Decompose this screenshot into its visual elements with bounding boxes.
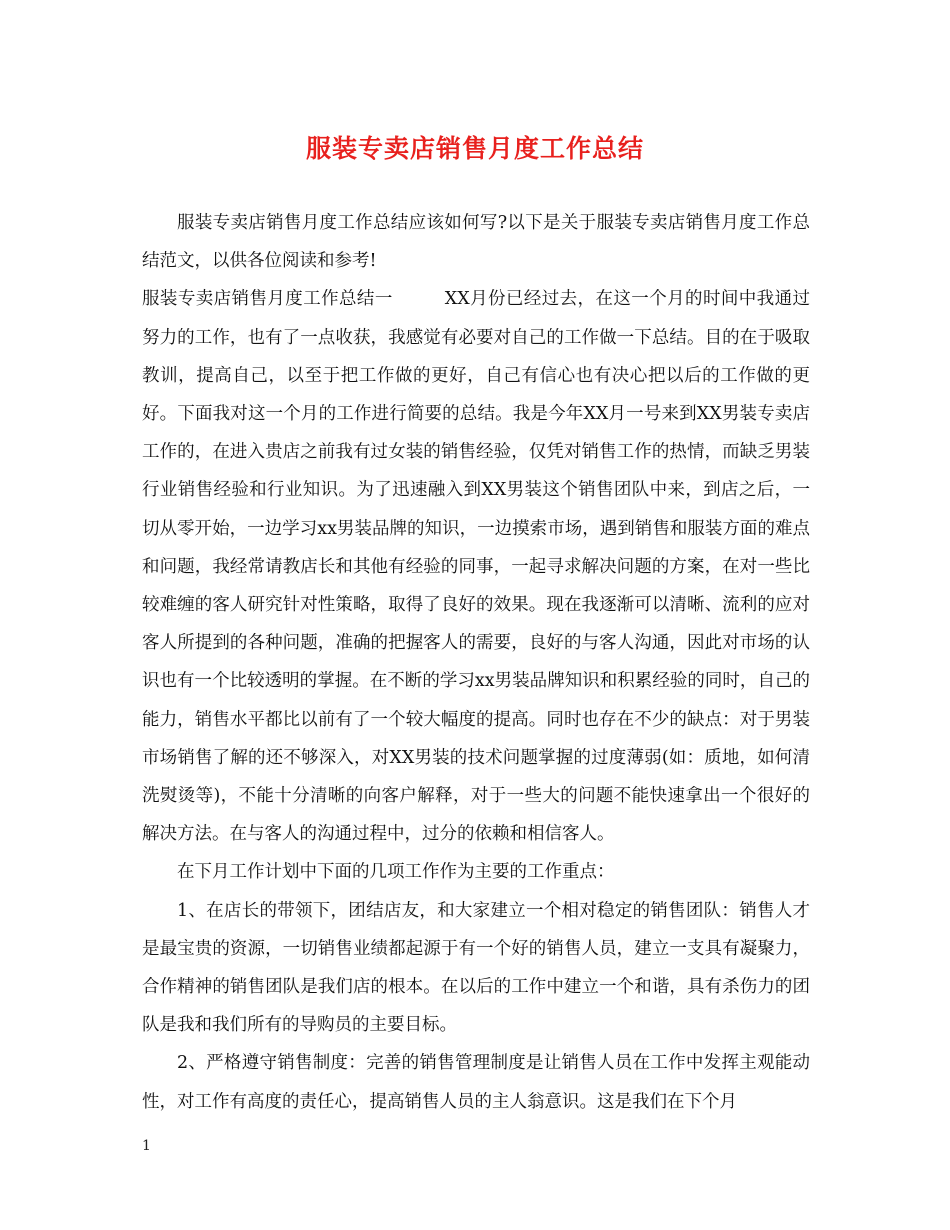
document-body	[142, 204, 810, 1121]
paragraph-1: XX月份已经过去，在这一个月的时间中我通过努力的工作，也有了一点收获，我感觉有必要对自己的工作做一下总结。目的在于吸取教训，提高自己，以至于把工作做的更好，自己有信心也有决心把以后的工作做的更好。下面我对这一个月的工作进行简要的总结。我是今年XX月一号来到XX男装专卖店工作的，在进入贵店之前我有过女装的销售经验，仅凭对销售工作的热情，而缺乏男装行业销售经验和行业知识。为了迅速融入到XX男装这个销售团队中来，到店之后，一切从零开始，一边学习xx男装品牌的知识，一边摸索市场，遇到销售和服装方面的难点和问题，我经常请教店长和其他有经验的同事，一起寻求解决问题的方案，在对一些比较难缠的客人研究针对性策略，取得了良好的效果。现在我逐渐可以清晰、流利的应对客人所提到的各种问题，准确的把握客人的需要，良好的与客人沟通，因此对市场的认识也有一个比较透明的掌握。在不断的学习xx男装品牌知识和积累经验的同时，自己的能力，销售水平都比以前有了一个较大幅度的提高。同时也存在不少的缺点：对于男装市场销售了解的还不够深入，对XX男装的技术问题掌握的过度薄弱(如：质地，如何清洗熨烫等)，不能十分清晰的向客户解释，对于一些大的问题不能快速拿出一个很好的解决方法。在与客人的沟通过程中，过分的依赖和相信客人。	[142, 289, 810, 845]
list-item-2: 2、严格遵守销售制度：完善的销售管理制度是让销售人员在工作中发挥主观能动性，对工作有高度的责任心，提高销售人员的主人翁意识。这是我们在下个月	[142, 1053, 810, 1112]
list-item-1: 1、在店长的带领下，团结店友，和大家建立一个相对稳定的销售团队：销售人才是最宝贵的资源，一切销售业绩都起源于有一个好的销售人员，建立一支具有凝聚力，合作精神的销售团队是我们店的根本。在以后的工作中建立一个和谐，具有杀伤力的团队是我和我们所有的导购员的主要目标。	[142, 900, 810, 1036]
paragraph-2: 在下月工作计划中下面的几项工作作为主要的工作重点：	[177, 862, 615, 883]
page-number: 1	[142, 1138, 151, 1154]
intro-paragraph: 服装专卖店销售月度工作总结应该如何写?以下是关于服装专卖店销售月度工作总结范文，以供各位阅读和参考!	[142, 213, 810, 272]
document-title: 服装专卖店销售月度工作总结	[305, 134, 644, 163]
section-heading: 服装专卖店销售月度工作总结一	[142, 289, 393, 310]
section-paragraph	[142, 280, 810, 853]
